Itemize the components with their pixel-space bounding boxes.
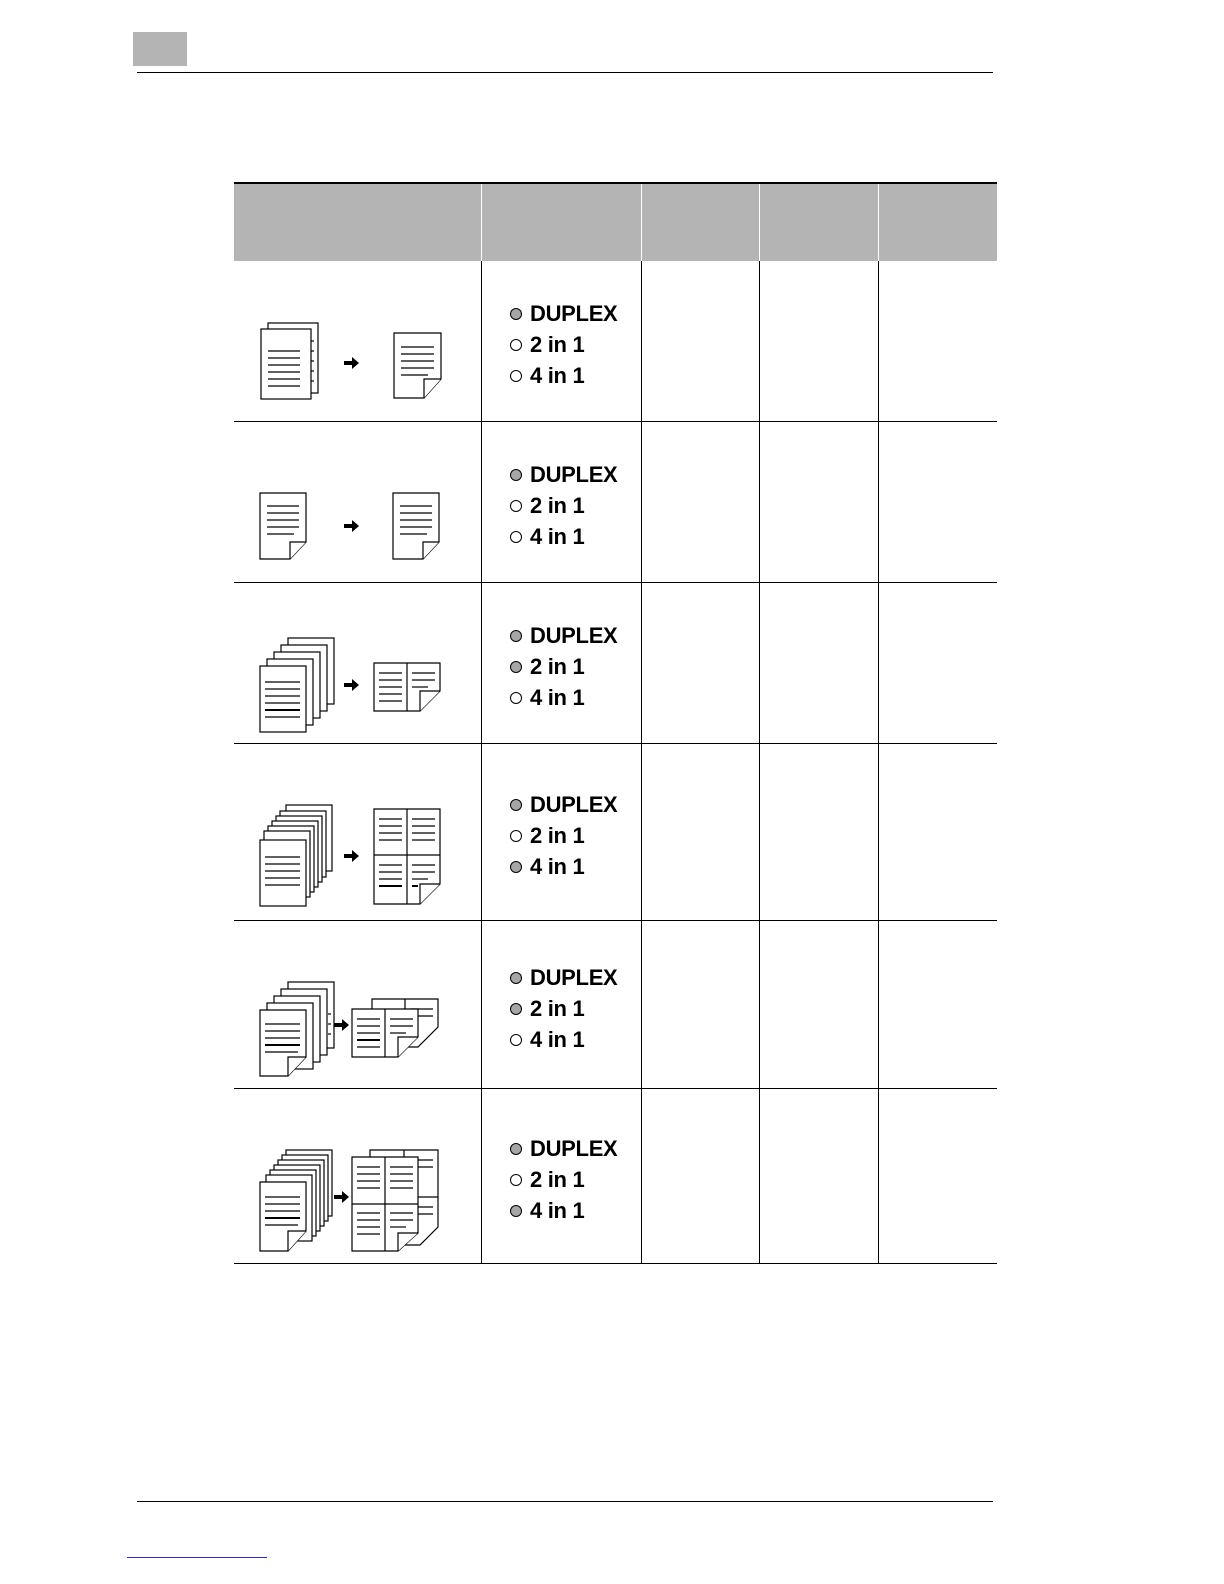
stack-to-2in1-duplex-icon — [248, 979, 448, 1081]
indicator-2in1: 2 in 1 — [510, 820, 617, 851]
header-cell-col4 — [760, 184, 878, 261]
indicator-4in1: 4 in 1 — [510, 360, 617, 391]
stack-to-4in1-duplex-icon — [248, 1147, 448, 1255]
footer-link-underline[interactable] — [127, 1557, 267, 1558]
header-rule — [137, 72, 993, 73]
table-row — [234, 1089, 997, 1264]
header-cell-col3 — [642, 184, 759, 261]
indicator-4in1: 4 in 1 — [510, 1024, 617, 1055]
header-cell-original — [234, 184, 481, 261]
stack-to-4in1-icon — [248, 802, 448, 910]
indicator-lamp-off — [510, 692, 522, 704]
table-row — [234, 422, 997, 583]
indicator-2in1: 2 in 1 — [510, 490, 617, 521]
indicator-duplex: DUPLEX — [510, 789, 617, 820]
indicator-4in1: 4 in 1 — [510, 521, 617, 552]
mode-indicator-list — [510, 962, 617, 1055]
table-row — [234, 261, 997, 422]
indicator-lamp-off — [510, 339, 522, 351]
mode-indicator-list — [510, 620, 617, 713]
indicator-lamp-lit — [510, 308, 522, 320]
stack-to-duplex-page-icon — [248, 321, 448, 411]
indicator-lamp-off — [510, 531, 522, 543]
chapter-tab — [133, 32, 187, 66]
table-row — [234, 583, 997, 744]
indicator-duplex: DUPLEX — [510, 1133, 617, 1164]
stack-to-2in1-icon — [248, 635, 448, 737]
indicator-duplex: DUPLEX — [510, 298, 617, 329]
table-header — [234, 182, 997, 261]
indicator-lamp-off — [510, 830, 522, 842]
indicator-lamp-off — [510, 1034, 522, 1046]
indicator-2in1: 2 in 1 — [510, 651, 617, 682]
table-row — [234, 744, 997, 921]
mode-indicator-list — [510, 459, 617, 552]
indicator-2in1: 2 in 1 — [510, 329, 617, 360]
indicator-2in1: 2 in 1 — [510, 1164, 617, 1195]
footer-rule — [137, 1501, 993, 1502]
indicator-4in1: 4 in 1 — [510, 1195, 617, 1226]
indicator-lamp-lit — [510, 1205, 522, 1217]
indicator-lamp-lit — [510, 661, 522, 673]
header-cell-col5 — [879, 184, 997, 261]
indicator-lamp-lit — [510, 861, 522, 873]
indicator-duplex: DUPLEX — [510, 962, 617, 993]
mode-indicator-list — [510, 789, 617, 882]
indicator-lamp-off — [510, 500, 522, 512]
indicator-lamp-lit — [510, 1003, 522, 1015]
indicator-lamp-lit — [510, 972, 522, 984]
indicator-4in1: 4 in 1 — [510, 682, 617, 713]
mode-table — [234, 182, 997, 1264]
indicator-lamp-off — [510, 1174, 522, 1186]
indicator-lamp-lit — [510, 469, 522, 481]
indicator-2in1: 2 in 1 — [510, 993, 617, 1024]
table-row — [234, 921, 997, 1089]
indicator-lamp-lit — [510, 799, 522, 811]
header-cell-indicator — [482, 184, 641, 261]
mode-indicator-list — [510, 1133, 617, 1226]
indicator-duplex: DUPLEX — [510, 620, 617, 651]
indicator-duplex: DUPLEX — [510, 459, 617, 490]
indicator-lamp-off — [510, 370, 522, 382]
indicator-lamp-lit — [510, 1143, 522, 1155]
single-to-duplex-page-icon — [248, 486, 448, 566]
indicator-4in1: 4 in 1 — [510, 851, 617, 882]
indicator-lamp-lit — [510, 630, 522, 642]
mode-indicator-list — [510, 298, 617, 391]
